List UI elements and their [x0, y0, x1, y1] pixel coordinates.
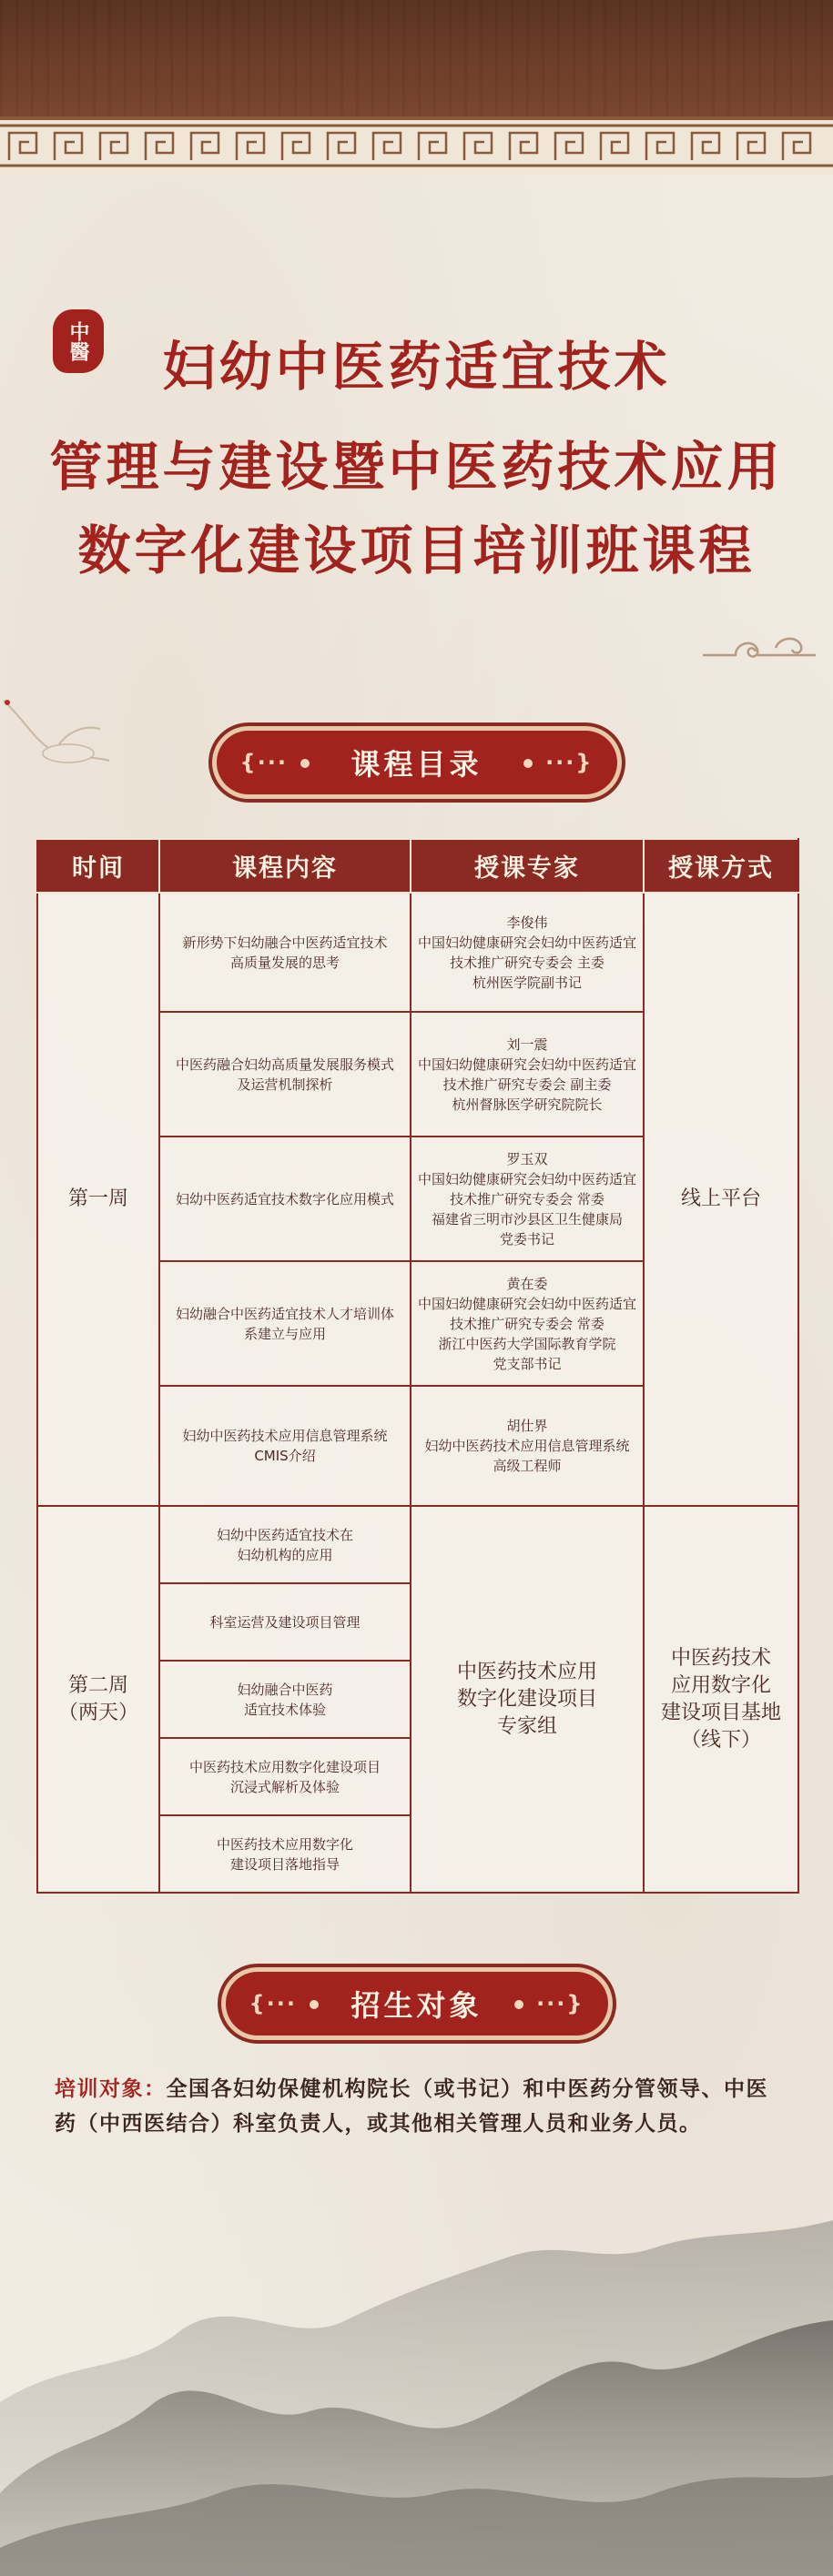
expert-title-line: 中国妇幼健康研究会妇幼中医药适宜	[417, 934, 636, 951]
week1-cell: 第一周	[37, 893, 159, 1506]
content-line: 妇幼融合中医药适宜技术人才培训体	[175, 1305, 394, 1322]
course-content-cell	[159, 1738, 411, 1815]
expert-title-line: 杭州督脉医学研究院院长	[452, 1096, 603, 1113]
lattice-border	[0, 116, 833, 175]
expert-name: 李俊伟	[506, 914, 548, 931]
banner-ornament-left-icon: {···	[240, 750, 310, 775]
course-content-cell	[159, 1136, 411, 1261]
target-text: 全国各妇幼保健机构院长（或书记）和中医药分管领导、中医药（中西医结合）科室负责人，或其他相关管理人员和业务人员。	[55, 2077, 768, 2136]
target-banner-label: 招生对象	[350, 1988, 483, 2023]
week2-label: 第二周	[67, 1673, 128, 1697]
expert-title-line: 党委书记	[499, 1230, 554, 1248]
content-line: 适宜技术体验	[243, 1701, 326, 1718]
target-label: 培训对象：	[55, 2077, 167, 2101]
week2-expert-cell	[411, 1506, 644, 1893]
content-line: 中医药技术应用数字化建设项目	[188, 1758, 381, 1775]
week2-cell	[37, 1506, 159, 1893]
content-line: 妇幼中医药适宜技术在	[216, 1526, 353, 1543]
header-expert: 授课专家	[411, 839, 644, 893]
content-line: 妇幼中医药适宜技术数字化应用模式	[175, 1190, 394, 1207]
content-line: 中医药技术应用数字化	[216, 1835, 353, 1853]
expert-title-line: 浙江中医药大学国际教育学院	[438, 1335, 616, 1352]
content-line: 科室运营及建设项目管理	[209, 1613, 361, 1631]
content-line: 中医药融合妇幼高质量发展服务模式	[175, 1056, 394, 1073]
banner-ornament-right-icon: ···}	[523, 750, 593, 775]
expert-title-line: 中国妇幼健康研究会妇幼中医药适宜	[417, 1056, 636, 1073]
header-content: 课程内容	[159, 839, 411, 893]
banner-ornament-left-icon: {···	[249, 1991, 319, 2016]
content-line: 高质量发展的思考	[229, 954, 340, 971]
expert-name: 罗玉双	[506, 1150, 548, 1167]
mode-line: 中医药技术	[670, 1646, 771, 1670]
top-wood-band	[0, 0, 833, 116]
header-mode: 授课方式	[644, 839, 798, 893]
expert-cell	[411, 1386, 644, 1506]
expert-cell	[411, 893, 644, 1012]
week2-sublabel: （两天）	[57, 1701, 138, 1724]
week2-mode-cell	[644, 1506, 798, 1893]
course-banner-label: 课程目录	[350, 747, 483, 782]
content-line: 及运营机制探析	[237, 1076, 333, 1093]
expert-title-line: 福建省三明市沙县区卫生健康局	[431, 1210, 623, 1227]
course-content-cell	[159, 893, 411, 1012]
mode-line: 应用数字化	[670, 1673, 771, 1697]
content-line: 建设项目落地指导	[229, 1855, 340, 1873]
expert-cell	[411, 1012, 644, 1136]
expert-title-line: 中国妇幼健康研究会妇幼中医药适宜	[417, 1170, 636, 1187]
title-line-2: 管理与建设暨中医药技术应用	[49, 436, 784, 498]
target-paragraph	[55, 2072, 783, 2141]
expert-cell	[411, 1136, 644, 1261]
expert-title-line: 中国妇幼健康研究会妇幼中医药适宜	[417, 1295, 636, 1312]
course-content-cell	[159, 1506, 411, 1583]
course-content-cell	[159, 1815, 411, 1893]
target-banner	[0, 1967, 833, 2040]
expert-title-line: 技术推广研究专委会 主委	[450, 954, 604, 971]
course-content-cell	[159, 1261, 411, 1386]
expert-cell	[411, 1261, 644, 1386]
content-line: 妇幼中医药技术应用信息管理系统	[182, 1428, 388, 1444]
expert-title-line: 技术推广研究专委会 副主委	[442, 1076, 612, 1093]
expert-title-line: 妇幼中医药技术应用信息管理系统	[424, 1438, 630, 1454]
table-header-row	[37, 839, 798, 893]
expert-name: 刘一震	[506, 1035, 548, 1053]
course-content-cell	[159, 1583, 411, 1661]
mode-line: （线下）	[680, 1728, 761, 1752]
content-line: 妇幼融合中医药	[237, 1681, 333, 1698]
expert-name: 黄在委	[506, 1275, 548, 1292]
expert-title-line: 技术推广研究专委会 常委	[450, 1190, 604, 1207]
content-line: CMIS介绍	[254, 1448, 316, 1464]
mountain-landscape-icon	[0, 2220, 833, 2576]
course-banner	[0, 726, 833, 799]
course-content-cell	[159, 1386, 411, 1506]
banner-ornament-right-icon: ···}	[514, 1991, 584, 2016]
expert-title-line: 党支部书记	[493, 1355, 562, 1372]
content-line: 妇幼机构的应用	[237, 1546, 333, 1563]
header-time: 时间	[37, 839, 159, 893]
content-line: 沉浸式解析及体验	[229, 1778, 340, 1795]
week1-mode-cell: 线上平台	[644, 893, 798, 1506]
expert-title-line: 技术推广研究专委会 常委	[450, 1315, 604, 1332]
table-row	[37, 893, 798, 1012]
expert-title-line: 杭州医学院副书记	[472, 974, 582, 991]
title-line-3: 数字化建设项目培训班课程	[77, 520, 756, 581]
expert-group-line: 中医药技术应用	[456, 1660, 597, 1683]
seal-text: 中醫	[66, 321, 90, 361]
expert-group-line: 专家组	[496, 1714, 557, 1738]
expert-title-line: 高级工程师	[493, 1458, 562, 1474]
course-content-cell	[159, 1661, 411, 1738]
cloud-ornament-icon	[699, 630, 819, 661]
mode-line: 建设项目基地	[660, 1701, 781, 1724]
content-line: 新形势下妇幼融合中医药适宜技术	[182, 934, 388, 951]
table-row	[37, 1506, 798, 1583]
course-table	[36, 838, 797, 1894]
course-content-cell	[159, 1012, 411, 1136]
content-line: 系建立与应用	[243, 1325, 326, 1342]
expert-name: 胡仕界	[506, 1418, 548, 1434]
expert-group-line: 数字化建设项目	[456, 1687, 597, 1711]
title-line-1: 妇幼中医药适宜技术	[162, 336, 671, 398]
